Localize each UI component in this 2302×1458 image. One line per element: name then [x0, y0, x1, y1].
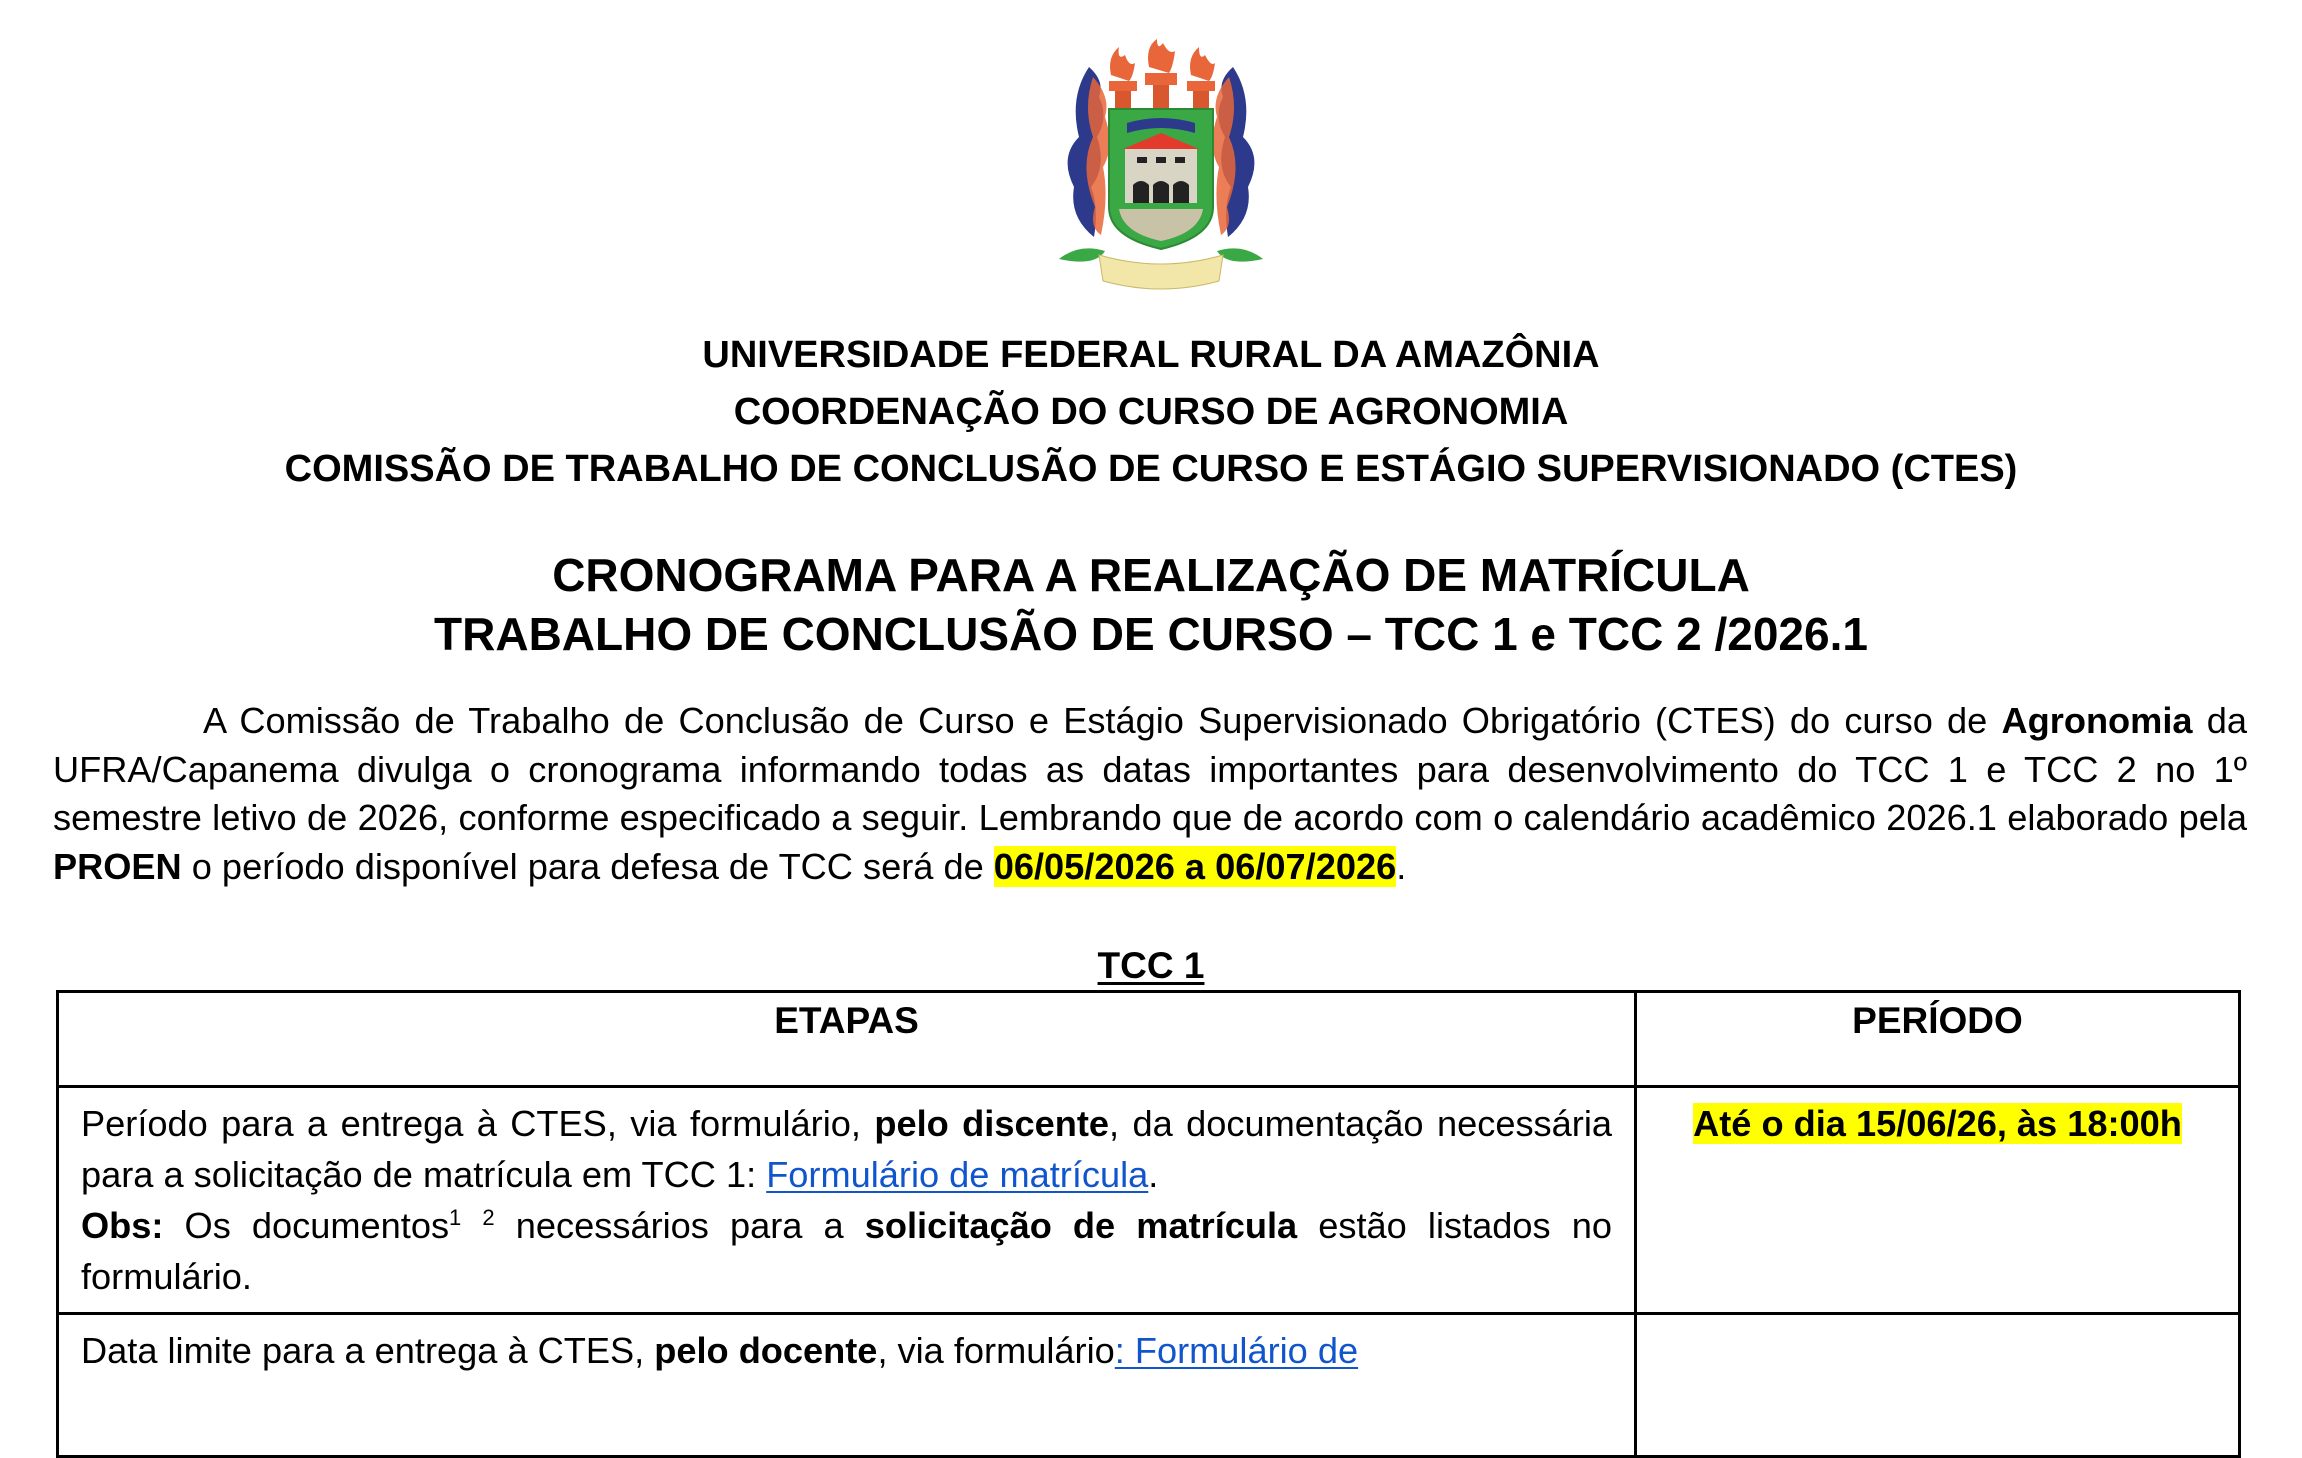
- periodo-cell: [1636, 1087, 2240, 1314]
- column-header-etapas: ETAPAS: [58, 992, 1636, 1087]
- course-name: Agronomia: [2001, 700, 2193, 741]
- intro-end: .: [1396, 845, 1407, 887]
- commission-name: COMISSÃO DE TRABALHO DE CONCLUSÃO DE CURSO E ESTÁGIO SUPERVISIONADO (CTES): [284, 448, 2018, 490]
- university-logo: [1049, 37, 1273, 290]
- section-label-text: TCC 1: [1097, 945, 1205, 986]
- obs-label: Obs:: [81, 1205, 164, 1246]
- footnote-ref-1[interactable]: 1: [449, 1204, 462, 1230]
- periodo-cell: [1636, 1314, 2240, 1457]
- etapa-text: estão listados no formulário.: [81, 1205, 1612, 1297]
- table-row: [58, 1314, 2240, 1457]
- institution-name: UNIVERSIDADE FEDERAL RURAL DA AMAZÔNIA: [702, 334, 1600, 376]
- intro-text-2: da UFRA/Capanema divulga o cronograma informando todas as datas importantes para desenvolvimento do TCC 1 e TCC 2 no 1º semestre letivo de 2026, conforme especificado a seguir. Lembrando que de acordo com o calendário acadêmico 2026.1 elaborado pela: [53, 700, 2247, 839]
- proen-label: PROEN: [53, 845, 182, 887]
- etapa-text: necessários para a: [494, 1205, 865, 1246]
- document-subtitle: TRABALHO DE CONCLUSÃO DE CURSO – TCC 1 e TCC 2 /2026.1: [434, 608, 1868, 660]
- etapa-cell: [58, 1087, 1636, 1314]
- teacher-form-link[interactable]: : Formulário de: [1114, 1330, 1359, 1371]
- etapa-bold: solicitação de matrícula: [864, 1205, 1298, 1246]
- etapa-text: Os documentos: [163, 1205, 450, 1246]
- table-header-row: [58, 992, 2240, 1087]
- etapa-bold: pelo discente: [874, 1103, 1109, 1144]
- deadline-highlight: Até o dia 15/06/26, às 18:00h: [1693, 1103, 2182, 1144]
- etapa-text: Data limite para a entrega à CTES,: [81, 1330, 655, 1371]
- column-header-periodo: PERÍODO: [1636, 992, 2240, 1087]
- footnote-ref-2[interactable]: 2: [482, 1204, 495, 1230]
- etapa-text: Período para a entrega à CTES, via formulário,: [81, 1103, 875, 1144]
- defense-period-highlight: 06/05/2026 a 06/07/2026: [993, 845, 1397, 887]
- etapa-bold: pelo docente: [654, 1330, 878, 1371]
- coat-of-arms-icon: [1049, 37, 1273, 290]
- intro-text-3: o período disponível para defesa de TCC será de: [181, 845, 994, 887]
- torch-icon: [1109, 39, 1215, 109]
- enrollment-form-link[interactable]: Formulário de matrícula: [766, 1154, 1149, 1195]
- document-title: CRONOGRAMA PARA A REALIZAÇÃO DE MATRÍCULA: [552, 549, 1750, 601]
- intro-text-1: A Comissão de Trabalho de Conclusão de Curso e Estágio Supervisionado Obrigatório (CTES) do curso de: [203, 700, 2002, 741]
- schedule-table: [56, 990, 2241, 1458]
- table-row: [58, 1087, 2240, 1314]
- section-label: [0, 944, 2302, 988]
- etapa-cell: [58, 1314, 1636, 1457]
- etapa-text: .: [1148, 1154, 1159, 1195]
- etapa-text: , via formulário: [877, 1330, 1115, 1371]
- coordination-name: COORDENAÇÃO DO CURSO DE AGRONOMIA: [733, 391, 1569, 433]
- intro-paragraph: [53, 697, 2247, 891]
- etapa-text: , da documentação necessária para a solicitação de matrícula em TCC 1:: [81, 1103, 1612, 1195]
